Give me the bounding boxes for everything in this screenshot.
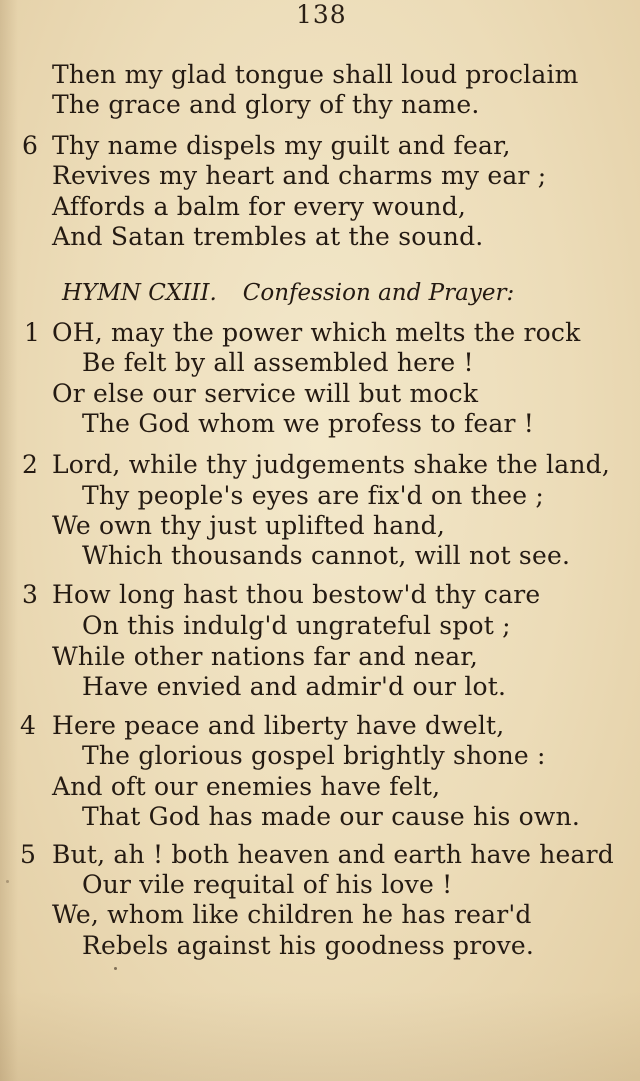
verse-line: Rebels against his goodness prove. xyxy=(82,931,535,960)
verse-line: The glorious gospel brightly shone : xyxy=(82,741,546,770)
verse-line: Our vile requital of his love ! xyxy=(82,870,453,899)
verse-line: And oft our enemies have felt, xyxy=(52,772,441,801)
stanza-number: 6 xyxy=(22,131,38,160)
verse-line: On this indulg'd ungrateful spot ; xyxy=(82,611,511,640)
verse-line: That God has made our cause his own. xyxy=(82,802,580,831)
stanza-number: 5 xyxy=(20,840,36,869)
verse-line: Which thousands cannot, will not see. xyxy=(82,541,571,570)
verse-line: How long hast thou bestow'd thy care xyxy=(52,580,541,609)
ink-speck xyxy=(6,880,9,883)
verse-line: OH, may the power which melts the rock xyxy=(52,318,581,347)
verse-line: Affords a balm for every wound, xyxy=(52,192,467,221)
verse-line: Be felt by all assembled here ! xyxy=(82,348,474,377)
hymn-heading xyxy=(62,278,514,308)
verse-line: We own thy just uplifted hand, xyxy=(52,511,445,540)
verse-line: And Satan trembles at the sound. xyxy=(52,222,484,251)
verse-line: We, whom like children he has rear'd xyxy=(52,900,532,929)
verse-line: Have envied and admir'd our lot. xyxy=(82,672,507,701)
verse-line: While other nations far and near, xyxy=(52,642,478,671)
stanza-number: 2 xyxy=(22,450,38,479)
page-number: 138 xyxy=(296,0,347,29)
stanza-number: 1 xyxy=(24,318,40,347)
verse-line: Revives my heart and charms my ear ; xyxy=(52,161,547,190)
ink-speck xyxy=(114,967,117,970)
verse-line: Thy people's eyes are fix'd on thee ; xyxy=(82,481,545,510)
verse-line: Or else our service will but mock xyxy=(52,379,479,408)
verse-line: Here peace and liberty have dwelt, xyxy=(52,711,505,740)
verse-line: The grace and glory of thy name. xyxy=(52,90,480,119)
verse-line: Lord, while thy judgements shake the land, xyxy=(52,450,610,479)
verse-line: Thy name dispels my guilt and fear, xyxy=(52,131,511,160)
verse-line: The God whom we profess to fear ! xyxy=(82,409,535,438)
verse-line: Then my glad tongue shall loud proclaim xyxy=(52,60,579,89)
hymn-subtitle: Confession and Prayer: xyxy=(242,280,515,306)
stanza-number: 4 xyxy=(20,711,36,740)
stanza-number: 3 xyxy=(22,580,38,609)
hymn-title: HYMN CXIII. xyxy=(62,280,217,306)
verse-line: But, ah ! both heaven and earth have heard xyxy=(52,840,615,869)
